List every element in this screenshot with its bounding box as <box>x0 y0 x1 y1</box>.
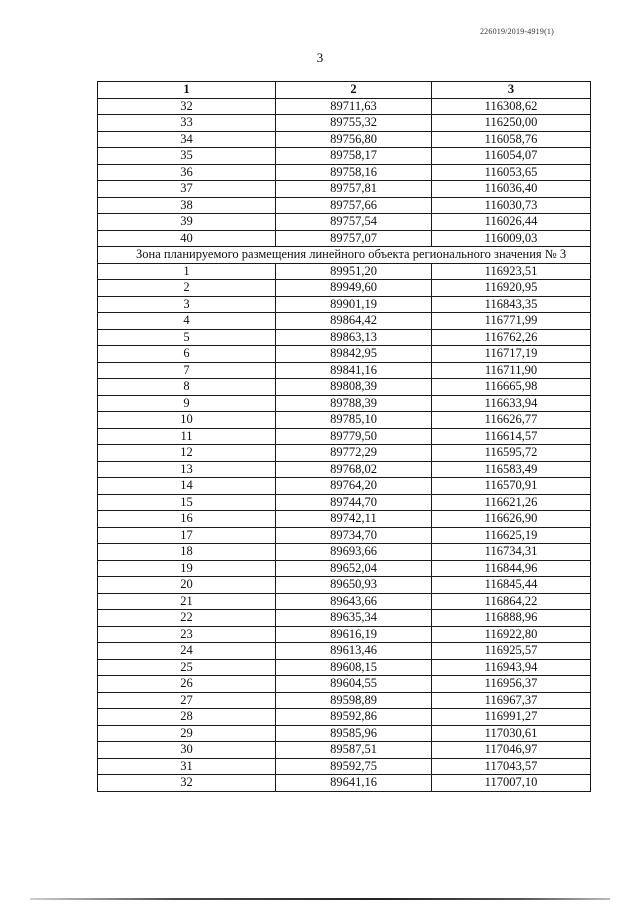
y-coordinate-cell: 116920,95 <box>432 280 591 297</box>
table-row <box>98 164 591 181</box>
x-coordinate-cell: 89643,66 <box>276 593 432 610</box>
table-row <box>98 428 591 445</box>
table-row <box>98 659 591 676</box>
y-coordinate-cell: 116922,80 <box>432 626 591 643</box>
y-coordinate-cell: 116956,37 <box>432 676 591 693</box>
bottom-scan-line <box>30 898 610 900</box>
table-body-zone-3 <box>98 263 591 791</box>
point-number-cell: 15 <box>98 494 276 511</box>
y-coordinate-cell: 116026,44 <box>432 214 591 231</box>
table-row <box>98 610 591 627</box>
x-coordinate-cell: 89742,11 <box>276 511 432 528</box>
point-number-cell: 40 <box>98 230 276 247</box>
x-coordinate-cell: 89734,70 <box>276 527 432 544</box>
point-number-cell: 25 <box>98 659 276 676</box>
y-coordinate-cell: 116943,94 <box>432 659 591 676</box>
table-row <box>98 115 591 132</box>
table-row <box>98 527 591 544</box>
point-number-cell: 37 <box>98 181 276 198</box>
y-coordinate-cell: 116308,62 <box>432 98 591 115</box>
point-number-cell: 13 <box>98 461 276 478</box>
point-number-cell: 6 <box>98 346 276 363</box>
x-coordinate-cell: 89901,19 <box>276 296 432 313</box>
x-coordinate-cell: 89772,29 <box>276 445 432 462</box>
point-number-cell: 4 <box>98 313 276 330</box>
y-coordinate-cell: 116923,51 <box>432 263 591 280</box>
point-number-cell: 18 <box>98 544 276 561</box>
x-coordinate-cell: 89608,15 <box>276 659 432 676</box>
column-header-point-number: 1 <box>98 82 276 99</box>
table-row <box>98 296 591 313</box>
point-number-cell: 9 <box>98 395 276 412</box>
table-row <box>98 181 591 198</box>
x-coordinate-cell: 89641,16 <box>276 775 432 792</box>
point-number-cell: 29 <box>98 725 276 742</box>
x-coordinate-cell: 89650,93 <box>276 577 432 594</box>
y-coordinate-cell: 116925,57 <box>432 643 591 660</box>
y-coordinate-cell: 116762,26 <box>432 329 591 346</box>
zone-title-section <box>98 247 591 264</box>
table-row <box>98 214 591 231</box>
y-coordinate-cell: 116845,44 <box>432 577 591 594</box>
table-row <box>98 395 591 412</box>
y-coordinate-cell: 116625,19 <box>432 527 591 544</box>
x-coordinate-cell: 89652,04 <box>276 560 432 577</box>
table-row <box>98 725 591 742</box>
table-row <box>98 692 591 709</box>
y-coordinate-cell: 116665,98 <box>432 379 591 396</box>
x-coordinate-cell: 89755,32 <box>276 115 432 132</box>
y-coordinate-cell: 117007,10 <box>432 775 591 792</box>
point-number-cell: 14 <box>98 478 276 495</box>
x-coordinate-cell: 89808,39 <box>276 379 432 396</box>
y-coordinate-cell: 116771,99 <box>432 313 591 330</box>
x-coordinate-cell: 89598,89 <box>276 692 432 709</box>
table-row <box>98 263 591 280</box>
point-number-cell: 7 <box>98 362 276 379</box>
y-coordinate-cell: 116711,90 <box>432 362 591 379</box>
x-coordinate-cell: 89951,20 <box>276 263 432 280</box>
y-coordinate-cell: 117046,97 <box>432 742 591 759</box>
table-row <box>98 544 591 561</box>
y-coordinate-cell: 116633,94 <box>432 395 591 412</box>
table-row <box>98 362 591 379</box>
y-coordinate-cell: 116626,77 <box>432 412 591 429</box>
x-coordinate-cell: 89842,95 <box>276 346 432 363</box>
table-row <box>98 313 591 330</box>
point-number-cell: 8 <box>98 379 276 396</box>
point-number-cell: 19 <box>98 560 276 577</box>
point-number-cell: 21 <box>98 593 276 610</box>
y-coordinate-cell: 116967,37 <box>432 692 591 709</box>
x-coordinate-cell: 89587,51 <box>276 742 432 759</box>
x-coordinate-cell: 89768,02 <box>276 461 432 478</box>
x-coordinate-cell: 89711,63 <box>276 98 432 115</box>
table-row <box>98 494 591 511</box>
point-number-cell: 5 <box>98 329 276 346</box>
point-number-cell: 32 <box>98 98 276 115</box>
y-coordinate-cell: 116570,91 <box>432 478 591 495</box>
point-number-cell: 11 <box>98 428 276 445</box>
point-number-cell: 17 <box>98 527 276 544</box>
coordinates-table <box>97 81 591 792</box>
table-row <box>98 131 591 148</box>
table-row <box>98 445 591 462</box>
table-row <box>98 148 591 165</box>
y-coordinate-cell: 116583,49 <box>432 461 591 478</box>
table-row <box>98 329 591 346</box>
x-coordinate-cell: 89635,34 <box>276 610 432 627</box>
point-number-cell: 16 <box>98 511 276 528</box>
y-coordinate-cell: 116614,57 <box>432 428 591 445</box>
point-number-cell: 33 <box>98 115 276 132</box>
y-coordinate-cell: 116843,35 <box>432 296 591 313</box>
y-coordinate-cell: 116053,65 <box>432 164 591 181</box>
table-row <box>98 775 591 792</box>
table-row <box>98 709 591 726</box>
y-coordinate-cell: 116621,26 <box>432 494 591 511</box>
point-number-cell: 1 <box>98 263 276 280</box>
y-coordinate-cell: 116734,31 <box>432 544 591 561</box>
point-number-cell: 27 <box>98 692 276 709</box>
column-header-y: 3 <box>432 82 591 99</box>
page-number: 3 <box>316 50 324 65</box>
y-coordinate-cell: 116250,00 <box>432 115 591 132</box>
x-coordinate-cell: 89949,60 <box>276 280 432 297</box>
x-coordinate-cell: 89585,96 <box>276 725 432 742</box>
x-coordinate-cell: 89592,86 <box>276 709 432 726</box>
y-coordinate-cell: 116626,90 <box>432 511 591 528</box>
y-coordinate-cell: 116864,22 <box>432 593 591 610</box>
zone-title: Зона планируемого размещения линейного объекта регионального значения № 3 <box>98 247 591 264</box>
x-coordinate-cell: 89758,16 <box>276 164 432 181</box>
y-coordinate-cell: 116030,73 <box>432 197 591 214</box>
x-coordinate-cell: 89779,50 <box>276 428 432 445</box>
x-coordinate-cell: 89863,13 <box>276 329 432 346</box>
table-row <box>98 577 591 594</box>
y-coordinate-cell: 116888,96 <box>432 610 591 627</box>
table-row <box>98 379 591 396</box>
point-number-cell: 20 <box>98 577 276 594</box>
x-coordinate-cell: 89757,54 <box>276 214 432 231</box>
y-coordinate-cell: 116595,72 <box>432 445 591 462</box>
table-row <box>98 98 591 115</box>
document-registration-number: 226019/2019-4919(1) <box>479 27 554 36</box>
y-coordinate-cell: 116058,76 <box>432 131 591 148</box>
point-number-cell: 10 <box>98 412 276 429</box>
point-number-cell: 22 <box>98 610 276 627</box>
x-coordinate-cell: 89788,39 <box>276 395 432 412</box>
y-coordinate-cell: 117043,57 <box>432 758 591 775</box>
table-row <box>98 676 591 693</box>
point-number-cell: 24 <box>98 643 276 660</box>
x-coordinate-cell: 89604,55 <box>276 676 432 693</box>
point-number-cell: 35 <box>98 148 276 165</box>
x-coordinate-cell: 89616,19 <box>276 626 432 643</box>
y-coordinate-cell: 116717,19 <box>432 346 591 363</box>
table-row <box>98 626 591 643</box>
point-number-cell: 39 <box>98 214 276 231</box>
table-body-previous-zone <box>98 98 591 247</box>
x-coordinate-cell: 89864,42 <box>276 313 432 330</box>
table-row <box>98 412 591 429</box>
x-coordinate-cell: 89758,17 <box>276 148 432 165</box>
table-row <box>98 197 591 214</box>
x-coordinate-cell: 89757,81 <box>276 181 432 198</box>
y-coordinate-cell: 116054,07 <box>432 148 591 165</box>
x-coordinate-cell: 89756,80 <box>276 131 432 148</box>
table-row <box>98 643 591 660</box>
table-row <box>98 478 591 495</box>
x-coordinate-cell: 89764,20 <box>276 478 432 495</box>
point-number-cell: 23 <box>98 626 276 643</box>
x-coordinate-cell: 89757,66 <box>276 197 432 214</box>
table-row <box>98 511 591 528</box>
x-coordinate-cell: 89841,16 <box>276 362 432 379</box>
point-number-cell: 34 <box>98 131 276 148</box>
table-row <box>98 560 591 577</box>
point-number-cell: 2 <box>98 280 276 297</box>
table-row <box>98 230 591 247</box>
x-coordinate-cell: 89613,46 <box>276 643 432 660</box>
point-number-cell: 36 <box>98 164 276 181</box>
point-number-cell: 26 <box>98 676 276 693</box>
point-number-cell: 12 <box>98 445 276 462</box>
point-number-cell: 38 <box>98 197 276 214</box>
y-coordinate-cell: 116009,03 <box>432 230 591 247</box>
column-header-x: 2 <box>276 82 432 99</box>
point-number-cell: 3 <box>98 296 276 313</box>
zone-title-row <box>98 247 591 264</box>
table-row <box>98 742 591 759</box>
x-coordinate-cell: 89693,66 <box>276 544 432 561</box>
x-coordinate-cell: 89785,10 <box>276 412 432 429</box>
table-row <box>98 280 591 297</box>
y-coordinate-cell: 116991,27 <box>432 709 591 726</box>
table-header-row <box>98 82 591 99</box>
y-coordinate-cell: 117030,61 <box>432 725 591 742</box>
x-coordinate-cell: 89757,07 <box>276 230 432 247</box>
point-number-cell: 28 <box>98 709 276 726</box>
point-number-cell: 32 <box>98 775 276 792</box>
table-row <box>98 593 591 610</box>
table-row <box>98 461 591 478</box>
point-number-cell: 30 <box>98 742 276 759</box>
y-coordinate-cell: 116844,96 <box>432 560 591 577</box>
point-number-cell: 31 <box>98 758 276 775</box>
table-row <box>98 758 591 775</box>
table-row <box>98 346 591 363</box>
x-coordinate-cell: 89744,70 <box>276 494 432 511</box>
y-coordinate-cell: 116036,40 <box>432 181 591 198</box>
x-coordinate-cell: 89592,75 <box>276 758 432 775</box>
